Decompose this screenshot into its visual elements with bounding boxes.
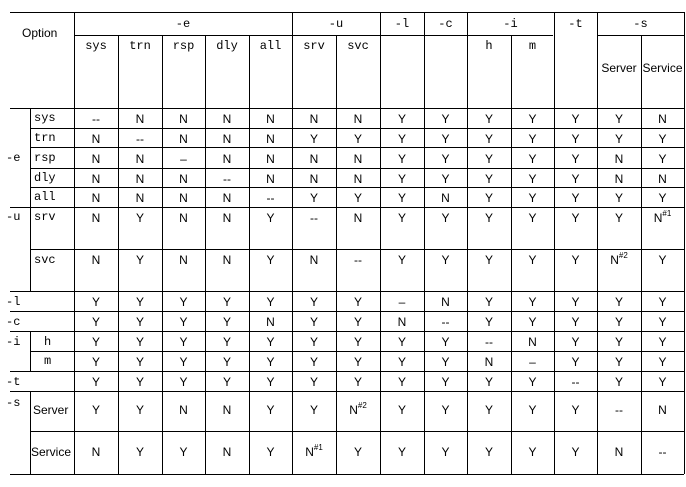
- cell-r9-c5: Y: [309, 335, 318, 349]
- cell-r11-c4: Y: [266, 375, 275, 389]
- cell-r2-c13: Y: [658, 152, 667, 166]
- row-sub-5: srv: [34, 210, 56, 224]
- header-bottom-rule: [10, 108, 684, 109]
- option-header: Option: [22, 26, 58, 40]
- cell-r4-c6: Y: [353, 191, 362, 205]
- footnote-mark: #2: [618, 251, 628, 260]
- cell-r1-c0: N: [91, 132, 101, 146]
- cell-r10-c11: Y: [571, 355, 580, 369]
- cell-r10-c6: Y: [353, 355, 362, 369]
- row-sub-7: h: [44, 335, 52, 349]
- cell-r7-c12: Y: [614, 295, 623, 309]
- cell-r5-c9: Y: [484, 211, 493, 225]
- row-sub-1: trn: [34, 131, 56, 145]
- cell-r13-c0: N: [91, 445, 101, 459]
- cell-r4-c1: N: [135, 191, 145, 205]
- cell-r8-c6: Y: [353, 315, 362, 329]
- cell-r9-c7: Y: [397, 335, 406, 349]
- cell-r5-c10: Y: [528, 211, 537, 225]
- cell-r10-c10: –: [529, 355, 536, 369]
- cell-r10-c2: Y: [179, 355, 188, 369]
- cell-r1-c8: Y: [441, 132, 450, 146]
- cell-r13-c10: Y: [528, 445, 537, 459]
- cell-r11-c5: Y: [309, 375, 318, 389]
- cell-r9-c10: N: [528, 335, 537, 349]
- cell-r1-c6: Y: [353, 132, 362, 146]
- table-top-rule: [10, 12, 684, 13]
- cell-r13-c8: Y: [441, 445, 450, 459]
- cell-r6-c9: Y: [484, 253, 493, 267]
- cell-r11-c9: Y: [484, 375, 493, 389]
- cell-r6-c1: Y: [135, 253, 144, 267]
- footnote-mark: #1: [313, 443, 323, 452]
- cell-r9-c6: Y: [353, 335, 362, 349]
- cell-r7-c6: Y: [353, 295, 362, 309]
- rule-horizontal: [10, 331, 684, 332]
- cell-r1-c12: Y: [614, 132, 623, 146]
- cell-r3-c0: N: [91, 172, 101, 186]
- cell-r11-c3: Y: [222, 375, 231, 389]
- cell-r6-c11: Y: [571, 253, 580, 267]
- cell-r13-c11: Y: [571, 445, 580, 459]
- cell-r10-c7: Y: [397, 355, 406, 369]
- cell-r0-c12: Y: [614, 112, 623, 126]
- cell-r10-c5: Y: [309, 355, 318, 369]
- row-sub-9: Server: [33, 403, 69, 417]
- cell-r10-c0: Y: [91, 355, 100, 369]
- cell-r7-c13: Y: [658, 295, 667, 309]
- row-group-3: -c: [6, 315, 21, 329]
- sub-header-1: trn: [129, 39, 151, 53]
- cell-r11-c1: Y: [135, 375, 144, 389]
- cell-r8-c8: --: [441, 315, 450, 329]
- cell-r3-c6: N: [353, 172, 363, 186]
- cell-r5-c12: Y: [614, 211, 623, 225]
- cell-r2-c1: N: [135, 152, 145, 166]
- cell-r12-c5: Y: [309, 403, 318, 417]
- cell-r5-c6: N: [353, 211, 363, 225]
- cell-r11-c0: Y: [91, 375, 100, 389]
- cell-r10-c4: Y: [266, 355, 275, 369]
- cell-r2-c5: N: [309, 152, 319, 166]
- row-group-5: -t: [6, 375, 21, 389]
- cell-r6-c3: N: [222, 253, 232, 267]
- cell-r0-c9: Y: [484, 112, 493, 126]
- row-sub-4: all: [34, 190, 56, 204]
- rule-horizontal: [30, 431, 684, 432]
- cell-r13-c13: --: [658, 445, 667, 459]
- cell-r3-c7: Y: [397, 172, 406, 186]
- cell-r8-c3: Y: [222, 315, 231, 329]
- cell-r1-c3: N: [222, 132, 232, 146]
- cell-r12-c3: N: [222, 403, 232, 417]
- cell-r6-c6: --: [354, 253, 362, 267]
- cell-r4-c7: Y: [397, 191, 406, 205]
- cell-r11-c8: Y: [441, 375, 450, 389]
- rule-horizontal: [10, 311, 684, 312]
- cell-r9-c0: Y: [91, 335, 100, 349]
- cell-r8-c7: N: [397, 315, 407, 329]
- sub-header-7: h: [485, 39, 493, 53]
- cell-r1-c4: N: [266, 132, 275, 146]
- rule-horizontal: [30, 128, 684, 129]
- cell-r3-c8: Y: [441, 172, 450, 186]
- cell-r2-c4: N: [266, 152, 275, 166]
- cell-r6-c13: Y: [658, 253, 667, 267]
- cell-r4-c2: N: [179, 191, 188, 205]
- row-sub-2: rsp: [34, 151, 56, 165]
- cell-r2-c10: Y: [528, 152, 537, 166]
- cell-r9-c12: Y: [614, 335, 623, 349]
- cell-r7-c7: –: [398, 295, 406, 309]
- cell-r6-c12: $N^{\#2}$: [610, 251, 628, 267]
- sub-header-3: dly: [216, 39, 238, 53]
- cell-r13-c9: Y: [484, 445, 493, 459]
- cell-r7-c11: Y: [571, 295, 580, 309]
- rule-vertical: [684, 12, 685, 474]
- row-group-0: -e: [6, 151, 21, 165]
- cell-r3-c10: Y: [528, 172, 537, 186]
- rule-horizontal: [10, 391, 684, 392]
- rule-horizontal: [10, 371, 684, 372]
- cell-r0-c2: N: [179, 112, 188, 126]
- cell-r5-c5: --: [310, 211, 318, 225]
- row-sub-10: Service: [31, 445, 72, 459]
- cell-r6-c4: Y: [266, 253, 275, 267]
- cell-r10-c1: Y: [135, 355, 144, 369]
- cell-r1-c11: Y: [571, 132, 580, 146]
- row-group-2: -l: [6, 295, 21, 309]
- cell-r12-c8: Y: [441, 403, 450, 417]
- cell-r7-c3: Y: [222, 295, 231, 309]
- cell-r0-c13: N: [658, 112, 667, 126]
- cell-r3-c9: Y: [484, 172, 493, 186]
- row-group-1: -u: [6, 210, 21, 224]
- sub-header-0: sys: [85, 39, 107, 53]
- cell-r7-c5: Y: [309, 295, 318, 309]
- cell-r6-c5: N: [309, 253, 319, 267]
- footnote-mark: #2: [357, 401, 367, 410]
- cell-r6-c8: Y: [441, 253, 450, 267]
- cell-r2-c12: N: [614, 152, 624, 166]
- cell-r10-c9: N: [484, 355, 494, 369]
- row-sub-0: sys: [34, 111, 56, 125]
- cell-r12-c11: Y: [571, 403, 580, 417]
- footnote-mark: #1: [662, 209, 672, 218]
- cell-r10-c3: Y: [222, 355, 231, 369]
- cell-r7-c9: Y: [484, 295, 493, 309]
- cell-r1-c7: Y: [397, 132, 406, 146]
- table-bottom-rule: [10, 474, 684, 475]
- sub-header-8: m: [528, 39, 537, 53]
- cell-r3-c4: N: [266, 172, 275, 186]
- cell-r9-c4: Y: [266, 335, 275, 349]
- row-group-4: -i: [6, 335, 21, 349]
- cell-r6-c10: Y: [528, 253, 537, 267]
- cell-r11-c6: Y: [353, 375, 362, 389]
- cell-r7-c10: Y: [528, 295, 537, 309]
- cell-r4-c4: --: [266, 191, 275, 205]
- rule-horizontal: [30, 187, 684, 188]
- cell-r13-c1: Y: [135, 445, 144, 459]
- rule-horizontal: [30, 147, 684, 148]
- cell-r4-c3: N: [222, 191, 232, 205]
- cell-r11-c13: Y: [658, 375, 667, 389]
- cell-r8-c1: Y: [135, 315, 144, 329]
- cell-r2-c3: N: [222, 152, 232, 166]
- group-header-4: -i: [503, 17, 518, 31]
- group-header-0: -e: [175, 17, 191, 31]
- cell-r0-c3: N: [222, 112, 232, 126]
- cell-r5-c0: N: [91, 211, 101, 225]
- rule-vertical: [30, 108, 31, 291]
- cell-r2-c8: Y: [441, 152, 450, 166]
- cell-r2-c9: Y: [484, 152, 493, 166]
- cell-r8-c5: Y: [309, 315, 318, 329]
- cell-r11-c10: Y: [528, 375, 537, 389]
- cell-r7-c2: Y: [179, 295, 188, 309]
- rule-horizontal: [30, 168, 684, 169]
- cell-r13-c3: N: [222, 445, 232, 459]
- cell-r0-c8: Y: [441, 112, 450, 126]
- sub-header-10: Service: [642, 61, 683, 75]
- sub-header-6: svc: [347, 39, 369, 53]
- rule-vertical: [30, 391, 31, 474]
- cell-r8-c10: Y: [528, 315, 537, 329]
- cell-r5-c4: Y: [266, 211, 275, 225]
- cell-r2-c7: Y: [397, 152, 406, 166]
- cell-r13-c2: Y: [179, 445, 188, 459]
- cell-r2-c6: N: [353, 152, 363, 166]
- cell-r13-c12: N: [614, 445, 624, 459]
- cell-r8-c2: Y: [179, 315, 188, 329]
- cell-r12-c0: Y: [91, 403, 100, 417]
- cell-r9-c3: Y: [222, 335, 231, 349]
- cell-r8-c0: Y: [91, 315, 100, 329]
- cell-r9-c2: Y: [179, 335, 188, 349]
- sub-header-4: all: [259, 39, 282, 53]
- cell-r13-c4: Y: [266, 445, 275, 459]
- cell-r4-c0: N: [91, 191, 101, 205]
- cell-r0-c10: Y: [528, 112, 537, 126]
- cell-r5-c13: $N^{\#1}$: [653, 209, 672, 225]
- cell-r8-c11: Y: [571, 315, 580, 329]
- cell-r2-c11: Y: [571, 152, 580, 166]
- cell-r0-c1: N: [135, 112, 145, 126]
- cell-r11-c7: Y: [397, 375, 406, 389]
- cell-r10-c8: Y: [441, 355, 450, 369]
- cell-r12-c13: N: [658, 403, 667, 417]
- cell-r13-c7: Y: [397, 445, 406, 459]
- row-sub-3: dly: [34, 171, 56, 185]
- cell-r6-c0: N: [91, 253, 101, 267]
- cell-r8-c4: N: [266, 315, 275, 329]
- cell-r7-c0: Y: [91, 295, 100, 309]
- cell-r1-c5: Y: [309, 132, 318, 146]
- cell-r5-c7: Y: [397, 211, 406, 225]
- cell-r4-c13: Y: [658, 191, 667, 205]
- cell-r3-c12: N: [614, 172, 624, 186]
- cell-r9-c8: Y: [441, 335, 450, 349]
- cell-r5-c11: Y: [571, 211, 580, 225]
- group-header-1: -u: [328, 17, 344, 31]
- cell-r9-c11: Y: [571, 335, 580, 349]
- cell-r11-c2: Y: [179, 375, 188, 389]
- group-header-5: -t: [568, 17, 583, 31]
- cell-r8-c12: Y: [614, 315, 623, 329]
- cell-r12-c2: N: [179, 403, 188, 417]
- cell-r8-c9: Y: [484, 315, 493, 329]
- cell-r3-c1: N: [135, 172, 145, 186]
- cell-r0-c6: N: [353, 112, 363, 126]
- cell-r2-c0: N: [91, 152, 101, 166]
- cell-r1-c1: --: [136, 132, 144, 146]
- cell-r1-c10: Y: [528, 132, 537, 146]
- cell-r8-c13: Y: [658, 315, 667, 329]
- group-header-3: -c: [438, 17, 453, 31]
- cell-r3-c3: --: [223, 172, 231, 186]
- cell-r10-c12: Y: [614, 355, 623, 369]
- cell-r0-c0: --: [92, 112, 100, 126]
- cell-r9-c1: Y: [135, 335, 144, 349]
- cell-r12-c6: $N^{\#2}$: [349, 401, 367, 417]
- cell-r4-c10: Y: [528, 191, 537, 205]
- cell-r4-c9: Y: [484, 191, 493, 205]
- cell-r4-c5: Y: [309, 191, 318, 205]
- cell-r7-c1: Y: [135, 295, 144, 309]
- rule-horizontal: [10, 291, 684, 292]
- cell-r11-c12: Y: [614, 375, 623, 389]
- cell-r5-c1: Y: [135, 211, 144, 225]
- rule-horizontal: [30, 249, 684, 250]
- cell-r0-c11: Y: [571, 112, 580, 126]
- cell-r3-c2: N: [179, 172, 188, 186]
- cell-r5-c8: Y: [441, 211, 450, 225]
- cell-r12-c7: Y: [397, 403, 406, 417]
- cell-r12-c12: --: [615, 403, 623, 417]
- cell-r3-c11: Y: [571, 172, 580, 186]
- sub-header-9: Server: [601, 61, 637, 75]
- cell-r10-c13: Y: [658, 355, 667, 369]
- cell-r12-c10: Y: [528, 403, 537, 417]
- rule-horizontal: [10, 207, 684, 208]
- cell-r1-c2: N: [179, 132, 188, 146]
- cell-r9-c9: --: [485, 335, 493, 349]
- cell-r2-c2: –: [180, 152, 187, 166]
- group-header-6: -s: [633, 17, 648, 31]
- cell-r11-c11: --: [571, 375, 580, 389]
- cell-r4-c11: Y: [571, 191, 580, 205]
- cell-r5-c2: N: [179, 211, 188, 225]
- cell-r7-c4: Y: [266, 295, 275, 309]
- cell-r12-c4: Y: [266, 403, 275, 417]
- cell-r4-c12: Y: [614, 191, 623, 205]
- sub-header-2: rsp: [172, 39, 195, 53]
- row-group-6: -s: [6, 396, 21, 410]
- cell-r7-c8: N: [441, 295, 450, 309]
- rule-vertical: [30, 331, 31, 371]
- cell-r9-c13: Y: [658, 335, 667, 349]
- cell-r0-c5: N: [309, 112, 319, 126]
- rule-horizontal: [74, 35, 553, 36]
- cell-r1-c9: Y: [484, 132, 493, 146]
- group-header-2: -l: [394, 17, 410, 31]
- cell-r3-c5: N: [309, 172, 319, 186]
- rule-horizontal: [30, 351, 684, 352]
- cell-r12-c9: Y: [484, 403, 493, 417]
- cell-r4-c8: N: [441, 191, 450, 205]
- row-sub-6: svc: [34, 253, 56, 267]
- cell-r13-c6: Y: [353, 445, 362, 459]
- cell-r3-c13: N: [658, 172, 667, 186]
- sub-header-5: srv: [303, 39, 325, 53]
- row-sub-8: m: [44, 354, 52, 368]
- cell-r12-c1: Y: [135, 403, 144, 417]
- cell-r0-c7: Y: [397, 112, 406, 126]
- cell-r5-c3: N: [222, 211, 232, 225]
- cell-r0-c4: N: [266, 112, 275, 126]
- cell-r1-c13: Y: [658, 132, 667, 146]
- cell-r6-c7: Y: [397, 253, 406, 267]
- cell-r6-c2: N: [179, 253, 188, 267]
- cell-r13-c5: $N^{\#1}$: [305, 443, 323, 459]
